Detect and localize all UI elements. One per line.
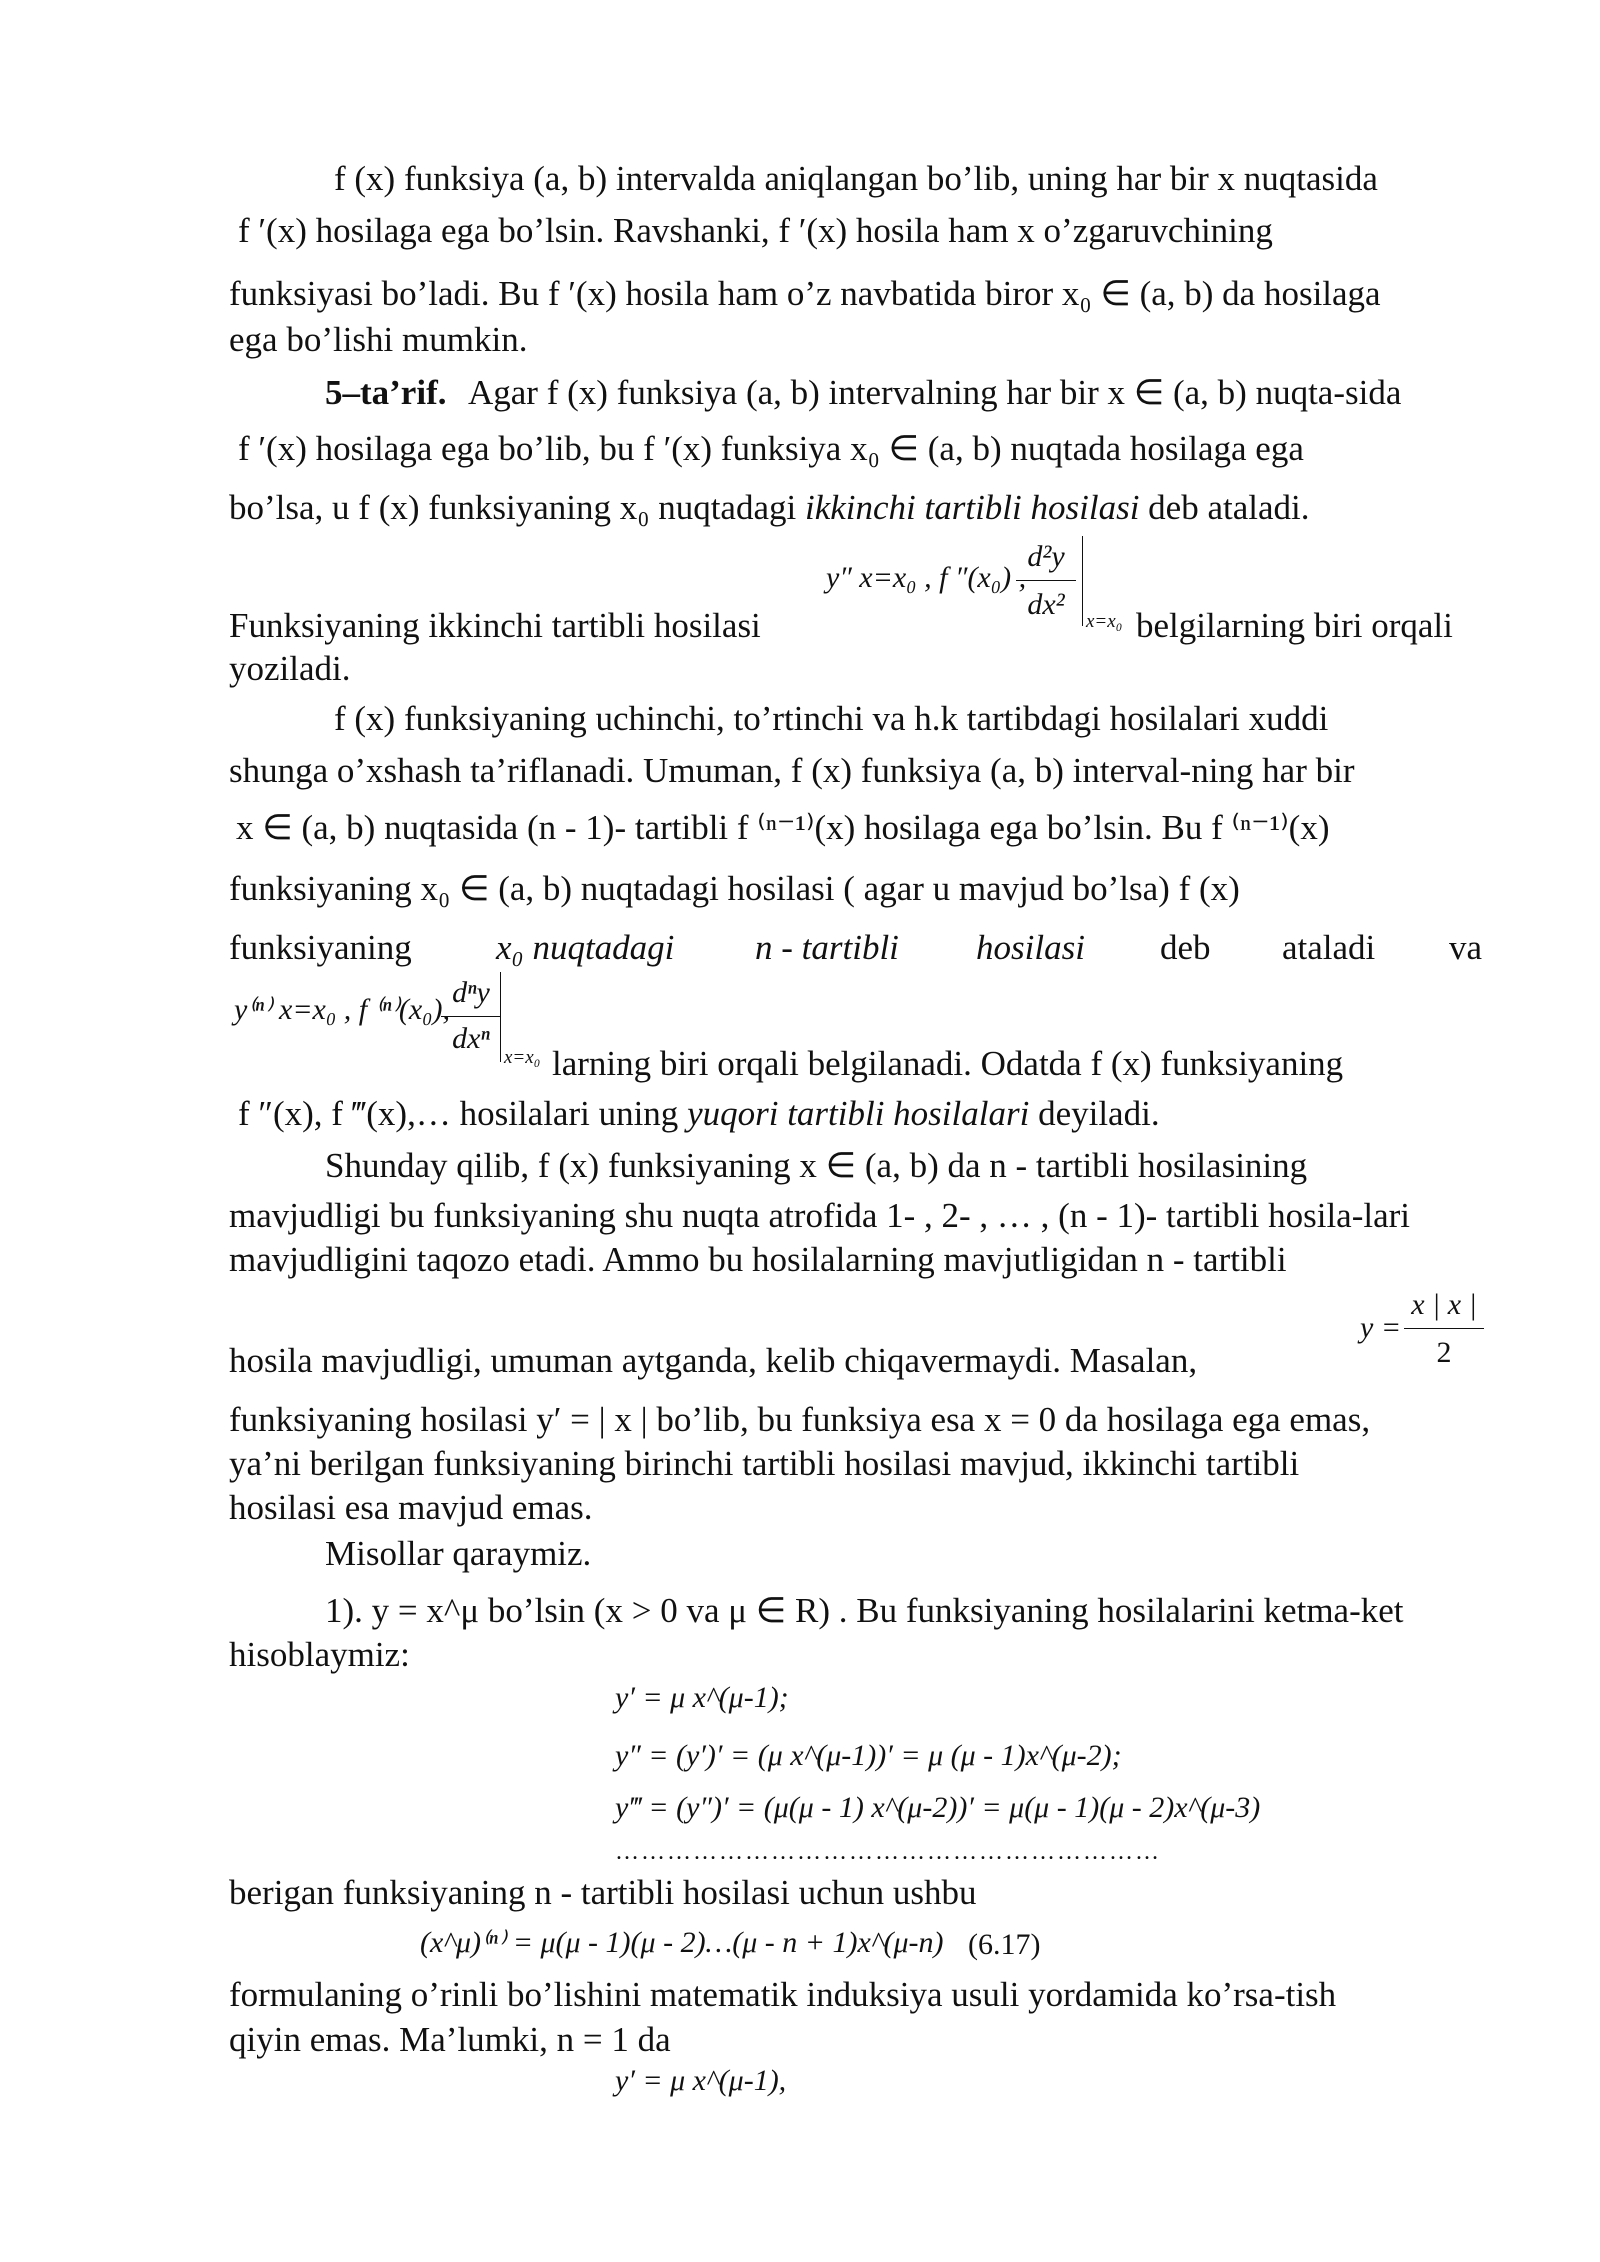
text-line: ataladi xyxy=(1282,928,1376,967)
evaluation-subscript: x=x₀ xyxy=(504,1047,541,1068)
text-line: larning biri orqali belgilanadi. Odatda f (x) funksiyaning xyxy=(552,1044,1344,1083)
definition-label: 5–ta’rif. xyxy=(325,373,447,412)
text-span: f ″(x), f ‴(x),… hosilalari uning xyxy=(238,1094,688,1133)
text-line: hosilasi xyxy=(976,928,1085,967)
text-line: f ′(x) hosilaga ega bo’lsin. Ravshanki, f ′(x) hosila ham x o’zgaruvchining xyxy=(238,211,1273,250)
fraction-bar xyxy=(1016,580,1076,581)
nth-derivative-notation: y⁽ⁿ⁾ x=x₀ , f ⁽ⁿ⁾(x₀), xyxy=(234,993,451,1026)
text-line: n - tartibli xyxy=(755,928,899,967)
text-line: Agar f (x) funksiya (a, b) intervalning har bir x ∈ (a, b) nuqta-sida xyxy=(468,373,1402,412)
text-line: Shunday qilib, f (x) funksiyaning x ∈ (a, b) da n - tartibli hosilasining xyxy=(325,1146,1308,1185)
text-line xyxy=(229,490,1309,525)
nth-derivative-numerator: dⁿy xyxy=(452,976,490,1009)
second-derivative-denominator: dx² xyxy=(1027,588,1065,621)
text-line: f ′(x) hosilaga ega bo’lib, bu f ′(x) funksiya x₀ ∈ (a, b) nuqtada hosilaga ega xyxy=(238,429,1304,468)
formula-6-17: (x^μ)⁽ⁿ⁾ = μ(μ - 1)(μ - 2)…(μ - n + 1)x^(μ-n) xyxy=(420,1926,944,1959)
text-line: funksiyaning hosilasi y′ = | x | bo’lib, bu funksiya esa x = 0 da hosilaga ega emas, xyxy=(229,1400,1371,1439)
text-line: funksiyaning xyxy=(229,928,412,967)
text-line: va xyxy=(1449,928,1483,967)
example-func-numerator: x | x | xyxy=(1411,1288,1477,1321)
second-derivative-notation: y″ x=x₀ , f ″(x₀) , xyxy=(826,561,1027,594)
second-derivative-numerator: d²y xyxy=(1027,540,1065,573)
evaluation-subscript: x=x₀ xyxy=(1086,611,1123,632)
text-span: deb ataladi. xyxy=(1139,488,1310,527)
definition-term: ikkinchi tartibli hosilasi xyxy=(804,488,1140,527)
text-line: yoziladi. xyxy=(229,649,351,688)
text-line: x ∈ (a, b) nuqtasida (n - 1)- tartibli f ⁽ⁿ⁻¹⁾(x) hosilaga ega bo’lsin. Bu f ⁽ⁿ⁻¹⁾(x) xyxy=(236,808,1330,847)
emphasized-term: yuqori tartibli hosilalari xyxy=(687,1094,1030,1133)
nth-derivative-denominator: dxⁿ xyxy=(452,1022,490,1055)
text-line: Misollar qaraymiz. xyxy=(325,1534,592,1573)
derivative-1: y′ = μ x^(μ-1); xyxy=(615,1681,789,1714)
text-line: 1). y = x^μ bo’lsin (x > 0 va μ ∈ R) . Bu funksiyaning hosilalarini ketma-ket xyxy=(325,1591,1404,1630)
fraction-bar xyxy=(441,1016,501,1017)
text-line: ya’ni berilgan funksiyaning birinchi tartibli hosilasi mavjud, ikkinchi tartibli xyxy=(229,1444,1300,1483)
text-line: qiyin emas. Ma’lumki, n = 1 da xyxy=(229,2020,671,2059)
text-line xyxy=(238,1096,1160,1131)
text-line: mavjudligini taqozo etadi. Ammo bu hosilalarning mavjutligidan n - tartibli xyxy=(229,1240,1287,1279)
text-line: f (x) funksiyaning uchinchi, to’rtinchi va h.k tartibdagi hosilalari xuddi xyxy=(334,699,1329,738)
evaluation-bar xyxy=(500,972,501,1062)
text-line: f (x) funksiya (a, b) intervalda aniqlangan bo’lib, uning har bir x nuqtasida xyxy=(334,159,1378,198)
text-span: bo’lsa, u f (x) funksiyaning x₀ nuqtadagi xyxy=(229,488,805,527)
example-func-lhs: y = xyxy=(1360,1311,1402,1344)
text-line: deb xyxy=(1160,928,1211,967)
text-line: ega bo’lishi mumkin. xyxy=(229,320,528,359)
ellipsis-line: ……………………………………………………… xyxy=(615,1839,1161,1865)
text-line: mavjudligi bu funksiyaning shu nuqta atrofida 1- , 2- , … , (n - 1)- tartibli hosila-lari xyxy=(229,1196,1411,1235)
text-line: hisoblaymiz: xyxy=(229,1635,410,1674)
text-line: x₀ nuqtadagi xyxy=(496,928,675,967)
text-line: shunga o’xshash ta’riflanadi. Umuman, f (x) funksiya (a, b) interval-ning har bir xyxy=(229,751,1355,790)
derivative-3: y‴ = (y″)′ = (μ(μ - 1) x^(μ-2))′ = μ(μ - 1)(μ - 2)x^(μ-3) xyxy=(615,1791,1261,1824)
text-line: formulaning o’rinli bo’lishini matematik induksiya usuli yordamida ko’rsa-tish xyxy=(229,1975,1337,2014)
text-line: Funksiyaning ikkinchi tartibli hosilasi xyxy=(229,606,761,645)
text-line: berigan funksiyaning n - tartibli hosilasi uchun ushbu xyxy=(229,1873,977,1912)
text-line: hosilasi esa mavjud emas. xyxy=(229,1488,593,1527)
text-line: hosila mavjudligi, umuman aytganda, kelib chiqavermaydi. Masalan, xyxy=(229,1341,1198,1380)
fraction-bar xyxy=(1404,1328,1484,1329)
example-func-denominator: 2 xyxy=(1436,1336,1452,1369)
text-line: belgilarning biri orqali xyxy=(1136,606,1453,645)
formula-number: (6.17) xyxy=(968,1928,1041,1961)
text-line: funksiyaning x₀ ∈ (a, b) nuqtadagi hosilasi ( agar u mavjud bo’lsa) f (x) xyxy=(229,869,1240,908)
derivative-2: y″ = (y′)′ = (μ x^(μ-1))′ = μ (μ - 1)x^(μ-2); xyxy=(615,1739,1122,1772)
text-span: deyiladi. xyxy=(1029,1094,1160,1133)
base-case-formula: y′ = μ x^(μ-1), xyxy=(615,2064,787,2097)
text-line: funksiyasi bo’ladi. Bu f ′(x) hosila ham o’z navbatida biror x₀ ∈ (a, b) da hosilaga xyxy=(229,274,1381,313)
evaluation-bar xyxy=(1082,536,1083,626)
